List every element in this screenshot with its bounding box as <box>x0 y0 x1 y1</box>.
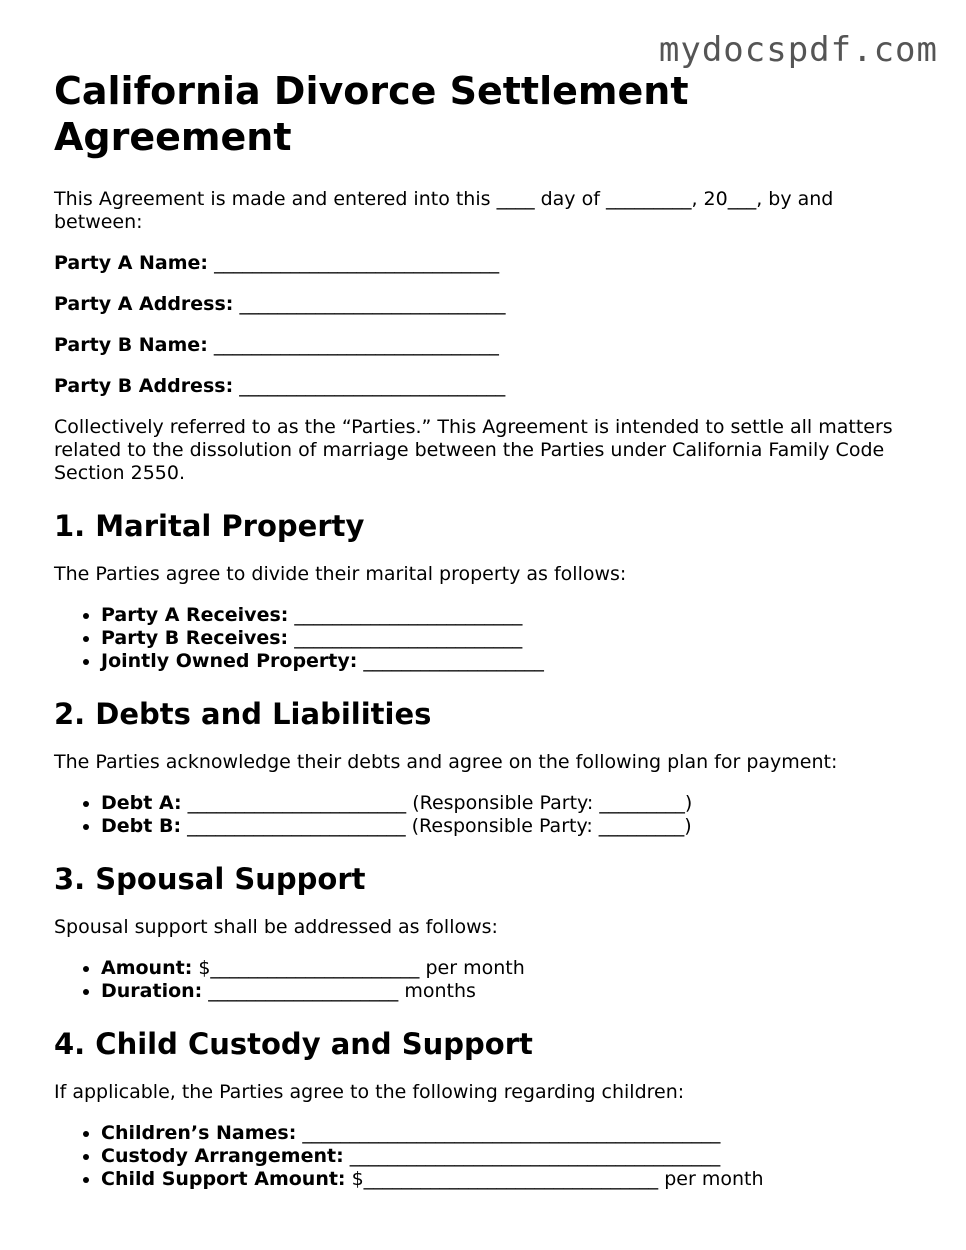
item-blank: ____________________________________________ <box>296 1122 721 1144</box>
section-list <box>54 792 914 838</box>
fill-blank: ______________________________ <box>214 252 500 274</box>
item-label: Duration: <box>101 980 203 1002</box>
fill-blank: ______________________________ <box>213 334 499 356</box>
list-item <box>101 627 914 650</box>
item-blank: ________________________ <box>288 627 523 649</box>
section-heading-debts: 2. Debts and Liabilities <box>54 697 432 731</box>
item-label: Children’s Names: <box>101 1122 297 1144</box>
item-blank: ___________________ <box>357 650 544 672</box>
section-list <box>54 957 914 1003</box>
item-label: Custody Arrangement: <box>101 1145 344 1167</box>
item-blank: _______________________________________ <box>343 1145 721 1167</box>
item-blank: _______________________ (Responsible Party: _________) <box>181 815 692 837</box>
item-blank: _______________________ (Responsible Party: _________) <box>181 792 693 814</box>
party-b-name-field <box>54 334 914 357</box>
item-label: Child Support Amount: <box>101 1168 346 1190</box>
document-title: California Divorce Settlement Agreement <box>54 69 689 159</box>
field-label: Party A Name: <box>54 252 209 274</box>
watermark: mydocspdf.com <box>658 30 938 70</box>
section-list <box>54 1122 914 1191</box>
list-item <box>101 815 914 838</box>
section-heading-spousal-support: 3. Spousal Support <box>54 862 366 896</box>
item-blank: $_______________________________ per month <box>345 1168 764 1190</box>
field-label: Party B Name: <box>54 334 208 356</box>
item-label: Party B Receives: <box>101 627 289 649</box>
section-text: Spousal support shall be addressed as follows: <box>54 916 498 938</box>
item-label: Amount: <box>101 957 193 979</box>
party-a-address-field <box>54 293 914 316</box>
list-item <box>101 650 914 673</box>
item-label: Debt A: <box>101 792 182 814</box>
fill-blank: ____________________________ <box>239 293 506 315</box>
item-blank: $______________________ per month <box>192 957 525 979</box>
section-text: The Parties agree to divide their marital property as follows: <box>54 563 627 585</box>
list-item <box>101 957 914 980</box>
list-item <box>101 1168 914 1191</box>
party-a-name-field <box>54 252 914 275</box>
list-item <box>101 792 914 815</box>
field-label: Party A Address: <box>54 293 234 315</box>
item-blank: ________________________ <box>288 604 523 626</box>
list-item <box>101 980 914 1003</box>
list-item <box>101 1145 914 1168</box>
section-text: If applicable, the Parties agree to the following regarding children: <box>54 1081 685 1103</box>
section-heading-child-custody: 4. Child Custody and Support <box>54 1027 533 1061</box>
item-label: Jointly Owned Property: <box>101 650 358 672</box>
item-label: Debt B: <box>101 815 182 837</box>
party-b-address-field <box>54 375 914 398</box>
list-item <box>101 604 914 627</box>
section-list <box>54 604 914 673</box>
document-page <box>54 68 914 1209</box>
fill-blank: ____________________________ <box>239 375 506 397</box>
item-label: Party A Receives: <box>101 604 289 626</box>
intro-paragraph: This Agreement is made and entered into this ____ day of _________, 20___, by and between: <box>54 188 834 233</box>
field-label: Party B Address: <box>54 375 234 397</box>
list-item <box>101 1122 914 1145</box>
item-blank: ____________________ months <box>202 980 476 1002</box>
section-text: The Parties acknowledge their debts and agree on the following plan for payment: <box>54 751 838 773</box>
collective-paragraph: Collectively referred to as the “Parties.” This Agreement is intended to settle all matters related to the dissolution of marriage between the Parties under California Family Code Section 2550. <box>54 416 893 484</box>
section-heading-marital-property: 1. Marital Property <box>54 509 365 543</box>
